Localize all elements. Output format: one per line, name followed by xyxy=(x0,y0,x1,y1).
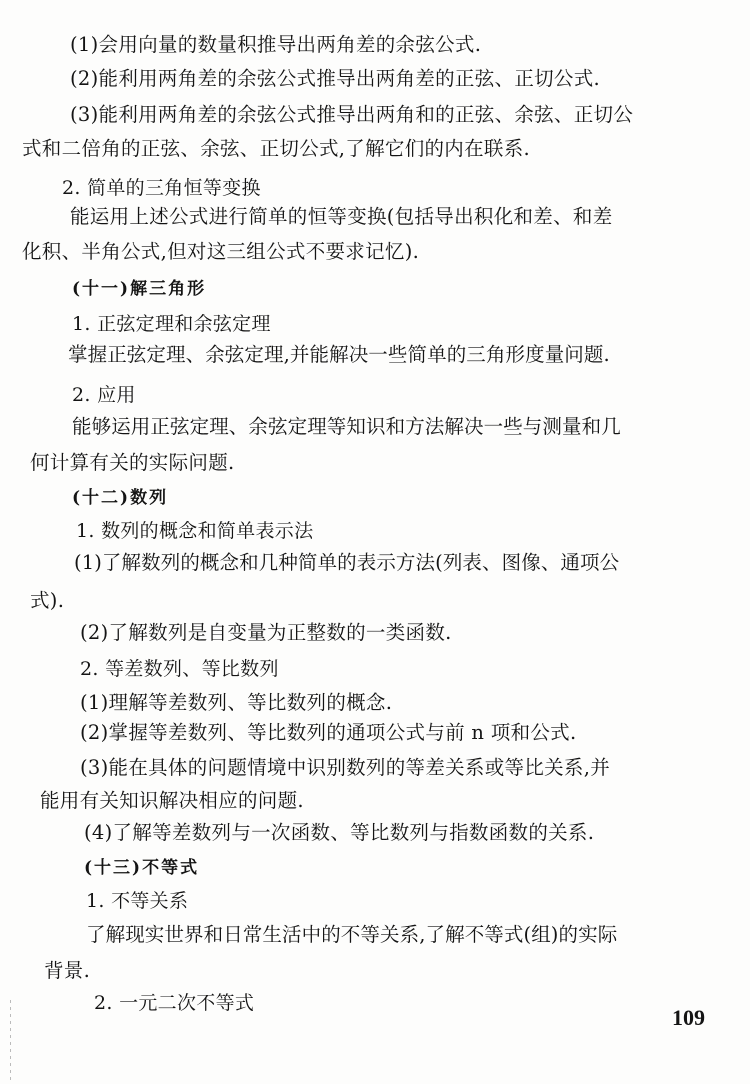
text-line: (2)了解数列是自变量为正整数的一类函数. xyxy=(80,621,452,644)
text-line: 能运用上述公式进行简单的恒等变换(包括导出积化和差、和差 xyxy=(70,205,613,228)
text-line: (2)能利用两角差的余弦公式推导出两角差的正弦、正切公式. xyxy=(70,67,601,90)
subheading: 1. 正弦定理和余弦定理 xyxy=(72,313,271,335)
subheading: 1. 不等关系 xyxy=(86,890,189,912)
text-line: 能用有关知识解决相应的问题. xyxy=(40,789,304,812)
text-line: 式). xyxy=(30,589,65,612)
section-heading: (十三)不等式 xyxy=(84,858,200,878)
text-line: 何计算有关的实际问题. xyxy=(30,451,235,474)
margin-dotted-line xyxy=(10,1000,11,1084)
text-line: (2)掌握等差数列、等比数列的通项公式与前 n 项和公式. xyxy=(80,721,577,744)
subheading: 2. 等差数列、等比数列 xyxy=(80,658,279,680)
text-line: (1)了解数列的概念和几种简单的表示方法(列表、图像、通项公 xyxy=(74,551,620,574)
text-line: (1)理解等差数列、等比数列的概念. xyxy=(80,691,393,714)
text-line: 了解现实世界和日常生活中的不等关系,了解不等式(组)的实际 xyxy=(86,923,618,946)
subheading: 2. 应用 xyxy=(72,384,136,406)
section-heading: (十一)解三角形 xyxy=(72,279,207,299)
subheading: 2. 简单的三角恒等变换 xyxy=(62,177,261,199)
subheading: 1. 数列的概念和简单表示法 xyxy=(76,520,314,542)
text-line: 掌握正弦定理、余弦定理,并能解决一些简单的三角形度量问题. xyxy=(68,343,610,366)
text-line: 能够运用正弦定理、余弦定理等知识和方法解决一些与测量和几 xyxy=(72,415,621,438)
text-line: 化积、半角公式,但对这三组公式不要求记忆). xyxy=(22,240,420,263)
section-heading: (十二)数列 xyxy=(72,488,169,508)
text-line: (4)了解等差数列与一次函数、等比数列与指数函数的关系. xyxy=(84,821,595,844)
text-line: (3)能在具体的问题情境中识别数列的等差关系或等比关系,并 xyxy=(80,756,611,779)
page-number: 109 xyxy=(672,1005,705,1030)
subheading: 2. 一元二次不等式 xyxy=(94,992,255,1014)
text-line: (1)会用向量的数量积推导出两角差的余弦公式. xyxy=(70,33,482,56)
text-line: 式和二倍角的正弦、余弦、正切公式,了解它们的内在联系. xyxy=(22,137,530,160)
text-line: (3)能利用两角差的余弦公式推导出两角和的正弦、余弦、正切公 xyxy=(70,103,634,126)
text-line: 背景. xyxy=(44,959,91,982)
